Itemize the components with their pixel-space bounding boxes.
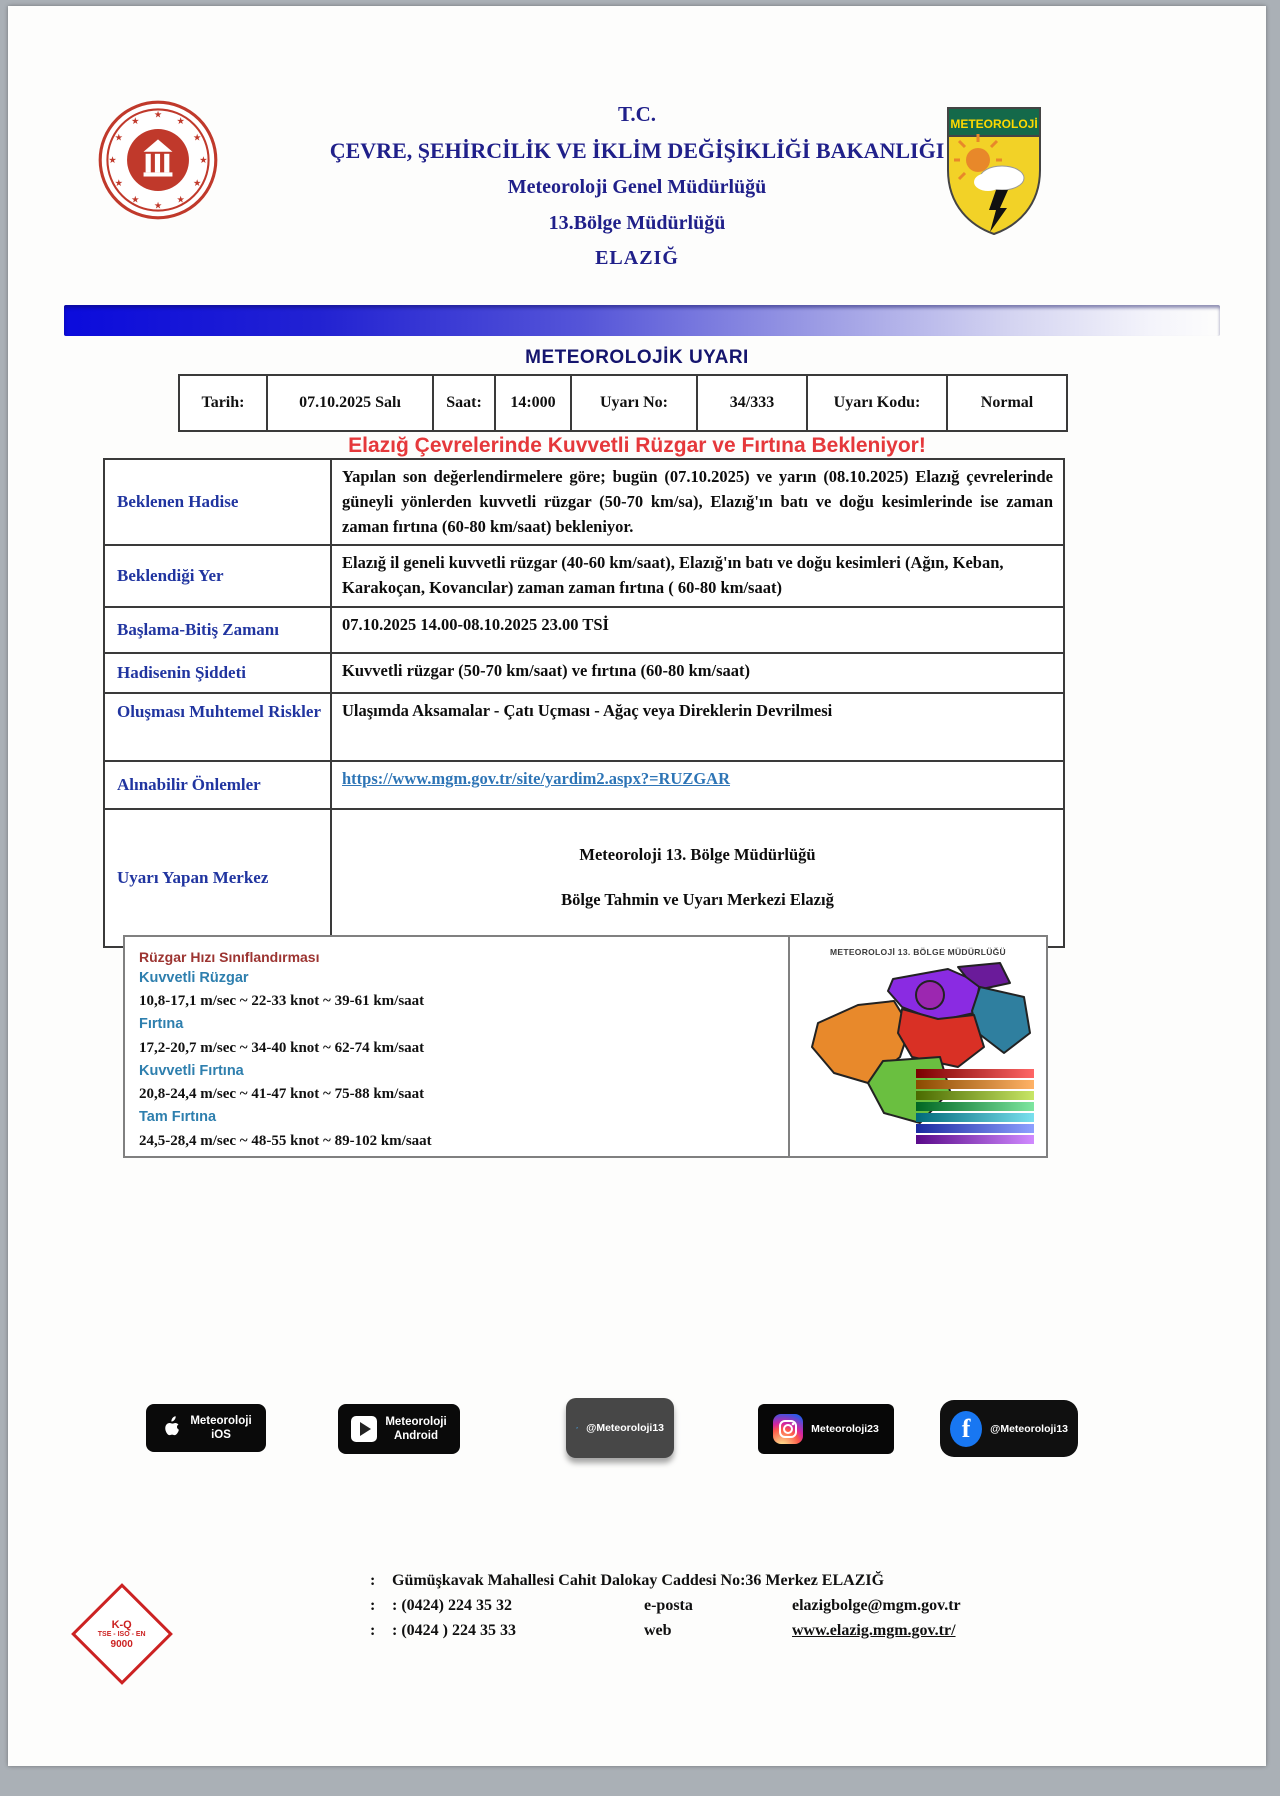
- android-app-button[interactable]: [338, 1404, 460, 1454]
- warning-center-line2: Bölge Tahmin ve Uyarı Merkezi Elazığ: [561, 889, 834, 909]
- header-tc: T.C.: [617, 102, 657, 126]
- warning-info-table: [178, 374, 1068, 432]
- table-row: [105, 652, 1063, 692]
- classification-range: 10,8-17,1 m/sec ~ 22-33 knot ~ 39-61 km/saat: [139, 993, 425, 1010]
- instagram-button[interactable]: [758, 1404, 894, 1454]
- phone2-prefix: :: [370, 1622, 376, 1639]
- email-label: e-posta: [644, 1597, 693, 1614]
- phone2-number: : (0424 ) 224 35 33: [392, 1622, 516, 1639]
- header-directorate: Meteoroloji Genel Müdürlüğü: [507, 176, 767, 198]
- footer-phone-email-row: [370, 1597, 1030, 1615]
- warning-detail-table: [103, 458, 1065, 948]
- svg-text:★: ★: [153, 109, 163, 121]
- svg-text:★: ★: [131, 194, 140, 206]
- footer-phone-web-row: [370, 1622, 1030, 1640]
- section-title: METEOROLOJİK UYARI: [525, 347, 749, 368]
- apple-icon: [160, 1415, 182, 1441]
- footer-contact-block: [370, 1572, 1030, 1647]
- twitter-button[interactable]: [566, 1398, 674, 1458]
- svg-text:★: ★: [199, 155, 208, 167]
- classification-range: 24,5-28,4 m/sec ~ 48-55 knot ~ 89-102 km/saat: [139, 1132, 432, 1149]
- table-row: [105, 544, 1063, 606]
- uyari-no-value: 34/333: [696, 376, 806, 430]
- classification-name: Kuvvetli Fırtına: [139, 1062, 244, 1079]
- table-row: [105, 460, 1063, 544]
- saat-value: 14:000: [494, 376, 570, 430]
- phone1-number: : (0424) 224 35 32: [392, 1597, 512, 1614]
- svg-text:★: ★: [114, 132, 123, 144]
- table-row: [105, 692, 1063, 760]
- android-button-label: Meteoroloji Android: [385, 1415, 447, 1442]
- svg-text:★: ★: [193, 177, 202, 189]
- table-row: [105, 760, 1063, 808]
- facebook-icon: f: [950, 1411, 982, 1447]
- document-sheet: [8, 6, 1266, 1766]
- saat-label: Saat:: [432, 376, 494, 430]
- region-map-panel: [788, 937, 1046, 1156]
- classification-name: Kuvvetli Rüzgar: [139, 970, 249, 986]
- row-label: Beklenen Hadise: [117, 492, 239, 512]
- row-label: Oluşması Muhtemel Riskler: [117, 701, 321, 721]
- region-map-image: [798, 961, 1038, 1151]
- tarih-value: 07.10.2025 Salı: [266, 376, 432, 430]
- classification-range: 20,8-24,4 m/sec ~ 41-47 knot ~ 75-88 km/saat: [139, 1086, 425, 1103]
- twitter-handle: @Meteoroloji13: [586, 1422, 664, 1434]
- row-label: Uyarı Yapan Merkez: [117, 867, 269, 887]
- warning-center-line1: Meteoroloji 13. Bölge Müdürlüğü: [579, 845, 816, 864]
- tarih-label: Tarih:: [201, 393, 245, 411]
- row-content: Elazığ il geneli kuvvetli rüzgar (40-60 km/saat), Elazığ'ın batı ve doğu kesimleri (Ağın, Keban, Karakoçan, Kovancılar) zaman zaman fırtına ( 60-80 km/saat): [330, 546, 1063, 606]
- row-content: Ulaşımda Aksamalar - Çatı Uçması - Ağaç veya Direklerin Devrilmesi: [330, 694, 1063, 760]
- row-content: [330, 762, 1063, 808]
- badge-line1: K-Q: [111, 1618, 133, 1631]
- facebook-button[interactable]: [940, 1400, 1078, 1457]
- row-content: Kuvvetli rüzgar (50-70 km/saat) ve fırtına (60-80 km/saat): [330, 654, 1063, 692]
- row-label: Başlama-Bitiş Zamanı: [117, 619, 279, 639]
- blue-gradient-divider: [64, 305, 1220, 336]
- row-content: Yapılan son değerlendirmelere göre; bugün (07.10.2025) ve yarın (08.10.2025) Elazığ çevrelerinde güneyli yönlerden kuvvetli rüzgar (50-70 km/sa), Elazığ'ın batı ve doğu kesimlerinde ise zaman zaman fırtına (60-80 km/saat) bekleniyor.: [330, 460, 1063, 544]
- address-prefix: :: [370, 1572, 376, 1589]
- classification-name: Fırtına: [139, 1016, 184, 1033]
- facebook-handle: @Meteoroloji13: [990, 1422, 1068, 1435]
- tse-quality-badge: [71, 1583, 173, 1685]
- uyari-no-label: Uyarı No:: [570, 376, 696, 430]
- row-label: Beklendiği Yer: [117, 566, 224, 585]
- classification-title: Rüzgar Hızı Sınıflandırması: [139, 949, 320, 965]
- instagram-icon: [773, 1414, 803, 1444]
- ios-app-button[interactable]: [146, 1404, 266, 1452]
- uyari-kodu-value: Normal: [946, 376, 1066, 430]
- row-content: [330, 810, 1063, 946]
- svg-text:★: ★: [153, 200, 163, 212]
- badge-line3: 9000: [110, 1638, 134, 1650]
- wind-classification-box: [123, 935, 1048, 1158]
- twitter-bird-icon: [576, 1417, 578, 1439]
- email-address[interactable]: elazigbolge@mgm.gov.tr: [792, 1597, 961, 1614]
- header-ministry: ÇEVRE, ŞEHİRCİLİK VE İKLİM DEĞİŞİKLİĞİ BAKANLIĞI: [329, 138, 945, 163]
- precautions-link[interactable]: https://www.mgm.gov.tr/site/yardim2.aspx?=RUZGAR: [342, 768, 730, 788]
- badge-line2: TSE - ISO - EN: [98, 1630, 146, 1638]
- uyari-kodu-label: Uyarı Kodu:: [806, 376, 946, 430]
- svg-text:★: ★: [176, 115, 185, 127]
- svg-text:★: ★: [193, 132, 202, 144]
- ios-button-label: Meteoroloji iOS: [190, 1414, 252, 1441]
- instagram-handle: Meteoroloji23: [811, 1423, 879, 1435]
- row-content: 07.10.2025 14.00-08.10.2025 23.00 TSİ: [330, 608, 1063, 652]
- svg-text:★: ★: [114, 177, 123, 189]
- web-label: web: [644, 1622, 672, 1639]
- phone1-prefix: :: [370, 1597, 376, 1614]
- svg-text:★: ★: [131, 115, 140, 127]
- warning-headline: Elazığ Çevrelerinde Kuvvetli Rüzgar ve Fırtına Bekleniyor!: [348, 434, 926, 457]
- classification-name: Tam Fırtına: [139, 1109, 217, 1126]
- footer-address-row: [370, 1572, 1030, 1590]
- table-row: [105, 808, 1063, 946]
- android-icon: [351, 1416, 377, 1442]
- table-row: [105, 606, 1063, 652]
- row-label: Alınabilir Önlemler: [117, 774, 261, 794]
- row-label: Hadisenin Şiddeti: [117, 662, 246, 682]
- svg-text:★: ★: [176, 194, 185, 206]
- wind-classification-text: [139, 949, 759, 1153]
- svg-text:METEOROLOJİ: METEOROLOJİ: [950, 117, 1038, 131]
- website-link[interactable]: www.elazig.mgm.gov.tr/: [792, 1622, 956, 1639]
- header-city: ELAZIĞ: [595, 247, 679, 269]
- region-map-title: METEOROLOJİ 13. BÖLGE MÜDÜRLÜĞÜ: [829, 947, 1006, 957]
- header-region: 13.Bölge Müdürlüğü: [548, 212, 726, 234]
- address-text: Gümüşkavak Mahallesi Cahit Dalokay Caddesi No:36 Merkez ELAZIĞ: [392, 1572, 885, 1589]
- classification-range: 17,2-20,7 m/sec ~ 34-40 knot ~ 62-74 km/saat: [139, 1039, 425, 1056]
- svg-text:★: ★: [108, 155, 117, 167]
